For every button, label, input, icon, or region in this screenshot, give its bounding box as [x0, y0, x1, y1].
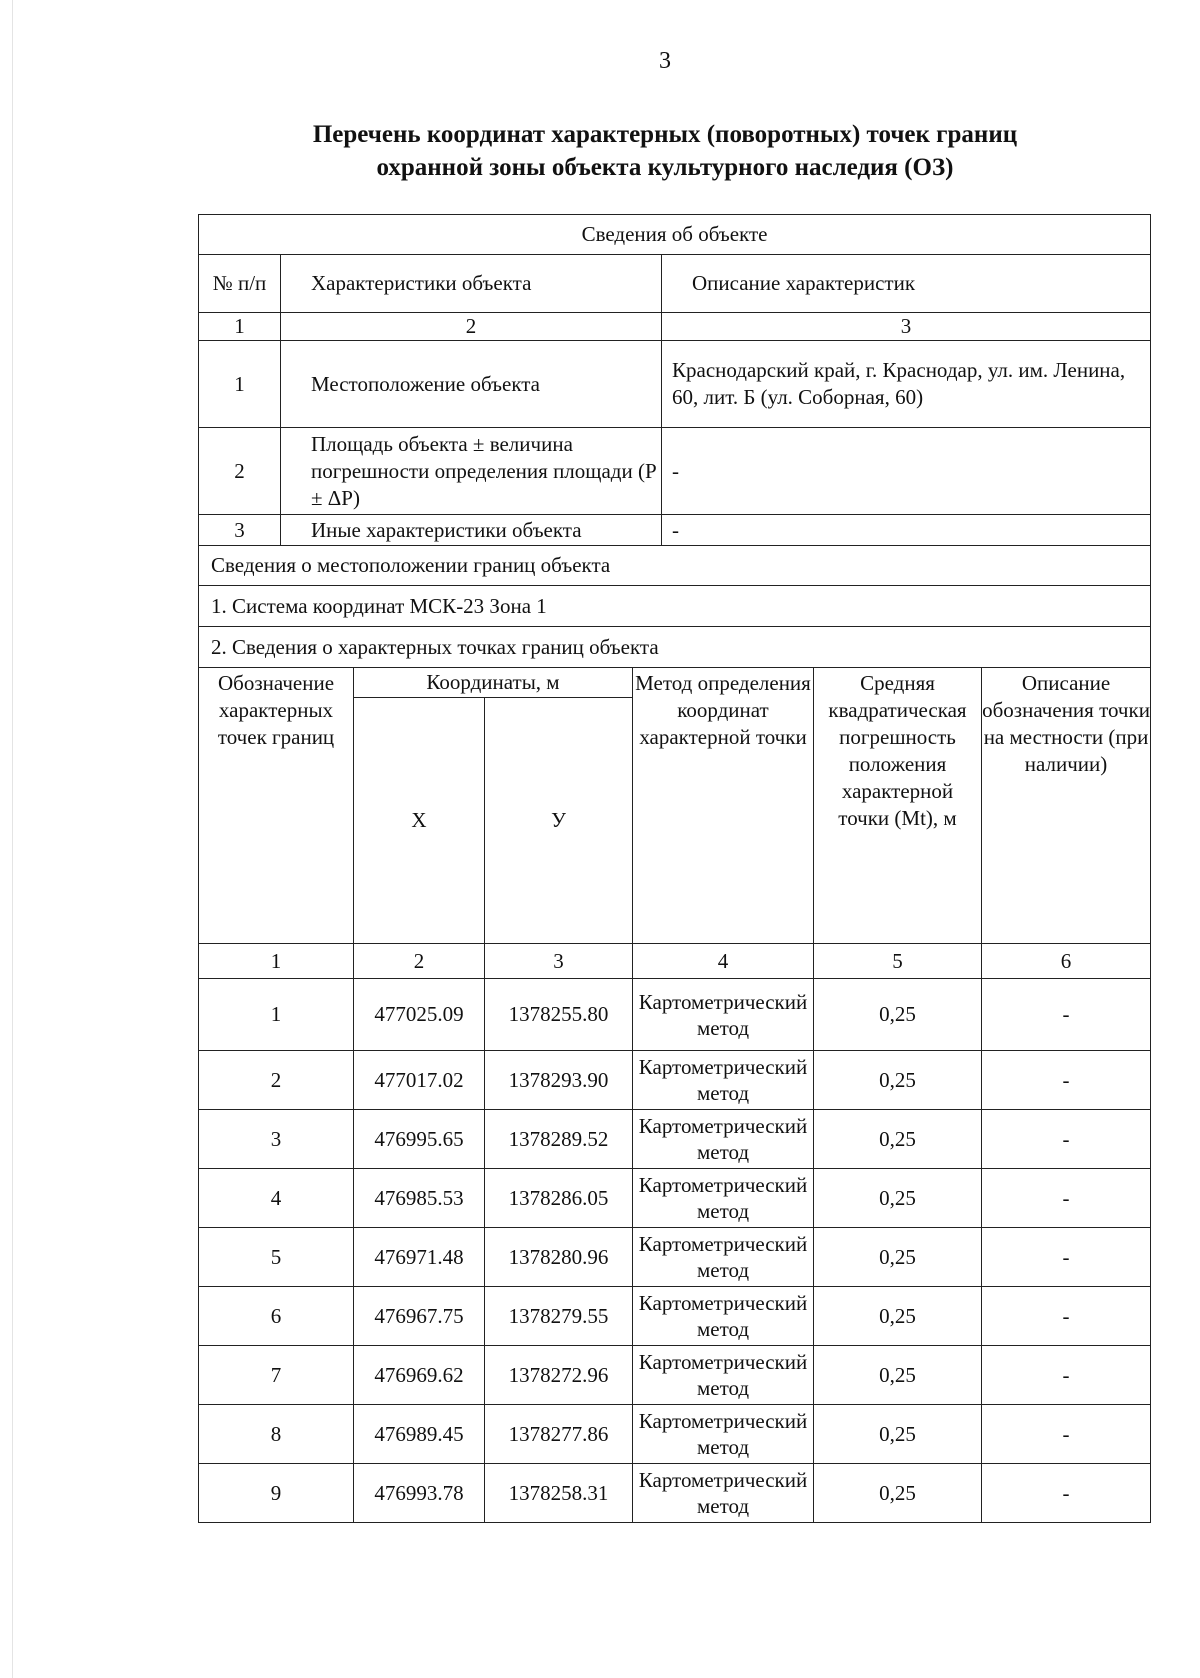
- header-y: У: [485, 698, 633, 944]
- point-row: [199, 1346, 1151, 1405]
- colnum-3: 3: [485, 944, 633, 979]
- point-method: Картометрический метод: [633, 1228, 814, 1287]
- point-error: 0,25: [814, 1051, 982, 1110]
- point-x: 477025.09: [354, 979, 485, 1051]
- point-method: Картометрический метод: [633, 1287, 814, 1346]
- point-id: 7: [199, 1346, 354, 1405]
- colnum-4: 4: [633, 944, 814, 979]
- point-row: [199, 1287, 1151, 1346]
- points-title: 2. Сведения о характерных точках границ объекта: [199, 627, 1151, 668]
- points-colnum-row: [199, 944, 1151, 979]
- row-description: -: [662, 428, 1151, 515]
- page-number: 3: [659, 48, 671, 74]
- points-title-row: [199, 627, 1151, 668]
- colnum-5: 5: [814, 944, 982, 979]
- point-error: 0,25: [814, 1346, 982, 1405]
- point-id: 4: [199, 1169, 354, 1228]
- point-x: 477017.02: [354, 1051, 485, 1110]
- point-y: 1378280.96: [485, 1228, 633, 1287]
- object-info-row: [199, 428, 1151, 515]
- point-description: -: [982, 1464, 1151, 1523]
- point-method: Картометрический метод: [633, 1464, 814, 1523]
- point-y: 1378255.80: [485, 979, 633, 1051]
- point-method: Картометрический метод: [633, 1346, 814, 1405]
- point-y: 1378289.52: [485, 1110, 633, 1169]
- location-title-row: [199, 546, 1151, 586]
- colnum-3: 3: [662, 313, 1151, 341]
- point-row: [199, 1051, 1151, 1110]
- coord-system-row: [199, 586, 1151, 627]
- header-num: № п/п: [199, 255, 281, 313]
- point-x: 476995.65: [354, 1110, 485, 1169]
- object-info-row: [199, 341, 1151, 428]
- point-row: [199, 979, 1151, 1051]
- points-header-row: [199, 668, 1151, 698]
- row-characteristic: Иные характеристики объекта: [281, 515, 662, 546]
- colnum-2: 2: [281, 313, 662, 341]
- header-description: Описание обозначения точки на местности (при наличии): [982, 668, 1151, 944]
- point-description: -: [982, 1287, 1151, 1346]
- point-method: Картометрический метод: [633, 1169, 814, 1228]
- colnum-6: 6: [982, 944, 1151, 979]
- point-error: 0,25: [814, 1287, 982, 1346]
- point-x: 476989.45: [354, 1405, 485, 1464]
- row-num: 3: [199, 515, 281, 546]
- point-description: -: [982, 1228, 1151, 1287]
- header-x: X: [354, 698, 485, 944]
- row-num: 2: [199, 428, 281, 515]
- point-y: 1378279.55: [485, 1287, 633, 1346]
- point-error: 0,25: [814, 1169, 982, 1228]
- row-num: 1: [199, 341, 281, 428]
- point-id: 6: [199, 1287, 354, 1346]
- point-id: 9: [199, 1464, 354, 1523]
- point-error: 0,25: [814, 1405, 982, 1464]
- point-y: 1378277.86: [485, 1405, 633, 1464]
- point-error: 0,25: [814, 1110, 982, 1169]
- colnum-2: 2: [354, 944, 485, 979]
- header-description: Описание характеристик: [662, 255, 1151, 313]
- object-info-row: [199, 515, 1151, 546]
- location-title: Сведения о местоположении границ объекта: [199, 546, 1151, 586]
- points-body: [199, 979, 1151, 1523]
- point-row: [199, 1464, 1151, 1523]
- point-x: 476969.62: [354, 1346, 485, 1405]
- point-y: 1378258.31: [485, 1464, 633, 1523]
- point-row: [199, 1405, 1151, 1464]
- point-method: Картометрический метод: [633, 979, 814, 1051]
- title-line-1: Перечень координат характерных (поворотных) точек границ: [312, 121, 1018, 148]
- scan-edge-line: [12, 0, 13, 1678]
- coord-system: 1. Система координат МСК-23 Зона 1: [199, 586, 1151, 627]
- point-x: 476985.53: [354, 1169, 485, 1228]
- object-info-title: Сведения об объекте: [199, 215, 1151, 255]
- header-method: Метод определения координат характерной точки: [633, 668, 814, 944]
- point-error: 0,25: [814, 979, 982, 1051]
- point-x: 476967.75: [354, 1287, 485, 1346]
- point-row: [199, 1110, 1151, 1169]
- point-id: 8: [199, 1405, 354, 1464]
- point-id: 1: [199, 979, 354, 1051]
- point-description: -: [982, 979, 1151, 1051]
- point-method: Картометрический метод: [633, 1405, 814, 1464]
- point-method: Картометрический метод: [633, 1051, 814, 1110]
- point-row: [199, 1169, 1151, 1228]
- point-description: -: [982, 1346, 1151, 1405]
- point-y: 1378293.90: [485, 1051, 633, 1110]
- header-coordinates: Координаты, м: [354, 668, 633, 698]
- point-error: 0,25: [814, 1228, 982, 1287]
- coordinates-table: [198, 214, 1151, 1523]
- header-error: Средняя квадратическая погрешность положения характерной точки (Mt), м: [814, 668, 982, 944]
- point-row: [199, 1228, 1151, 1287]
- row-characteristic: Местоположение объекта: [281, 341, 662, 428]
- point-x: 476971.48: [354, 1228, 485, 1287]
- colnum-1: 1: [199, 944, 354, 979]
- header-characteristic: Характеристики объекта: [281, 255, 662, 313]
- document-title: [190, 118, 1140, 184]
- header-designation: Обозначение характерных точек границ: [199, 668, 354, 944]
- point-y: 1378286.05: [485, 1169, 633, 1228]
- row-characteristic: Площадь объекта ± величина погрешности определения площади (Р ± ΔР): [281, 428, 662, 515]
- point-id: 5: [199, 1228, 354, 1287]
- point-description: -: [982, 1051, 1151, 1110]
- row-description: Краснодарский край, г. Краснодар, ул. им. Ленина, 60, лит. Б (ул. Соборная, 60): [662, 341, 1151, 428]
- point-description: -: [982, 1110, 1151, 1169]
- colnum-1: 1: [199, 313, 281, 341]
- point-id: 3: [199, 1110, 354, 1169]
- row-description: -: [662, 515, 1151, 546]
- point-id: 2: [199, 1051, 354, 1110]
- point-description: -: [982, 1405, 1151, 1464]
- point-y: 1378272.96: [485, 1346, 633, 1405]
- object-info-title-row: [199, 215, 1151, 255]
- point-description: -: [982, 1169, 1151, 1228]
- point-error: 0,25: [814, 1464, 982, 1523]
- point-method: Картометрический метод: [633, 1110, 814, 1169]
- title-line-2: охранной зоны объекта культурного наследия (ОЗ): [376, 154, 954, 181]
- point-x: 476993.78: [354, 1464, 485, 1523]
- object-info-header-row: [199, 255, 1151, 313]
- object-info-colnum-row: [199, 313, 1151, 341]
